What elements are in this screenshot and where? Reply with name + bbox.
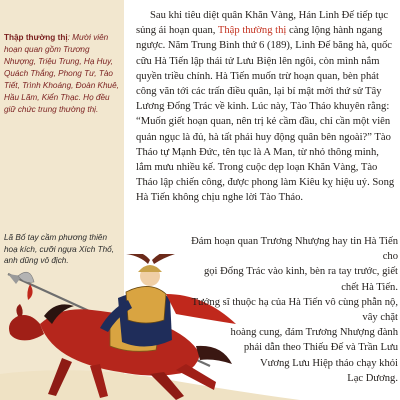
- body-text: [136, 8, 396, 206]
- paragraph-2-line: gọi Đổng Trác vào kinh, bèn ra tay trước, giết chết Hà Tiến.: [203, 266, 398, 293]
- gloss-definition: Mười viên hoạn quan gồm Trương Nhượng, Triệu Trung, Hạ Huy, Quách Thắng, Phong Tư, Tào Tiết, Trình Khoáng, Đoàn Khuê, Hầu Lãm, Kiển Thạc. Họ đều giữ chức trung thường thị.: [4, 33, 119, 114]
- paragraph-2-line: hoàng cung, đám Trương Nhượng đành: [230, 327, 398, 339]
- paragraph-1-part-b: càng lộng hành ngang ngược. Năm Trung Bình thứ 6 (189), Linh Đế băng hà, quốc cữu Hà Tiến lập thái tử Lưu Biện lên ngôi, còn mình nắm quyền triều chính. Hà Tiến muốn trừ hoạn quan, bèn phát công văn tới các trấn điều quân, lại bí mật mời thứ sử Tây Lương Đổng Trác về kinh. Lúc này, Tào Tháo khuyên rằng: “Muốn giết hoạn quan, nên trị kẻ cầm đầu, chỉ cần một viên quản ngục là đủ, hà tất phải huy động quân bên ngoài?” Tào Tháo tự Mạnh Đức, tên tục là A Man, từ nhỏ thông minh, lắm mưu nhiều kế. Trong cuộc dẹp loạn Khăn Vàng, Tào Tháo lập chiến công, được phong làm Kiêu kỵ hiệu uý. Song Hà Tiến không chịu nghe lời Tào Tháo.: [136, 25, 395, 204]
- paragraph-2-line: Tướng sĩ thuộc hạ của Hà Tiến vô cùng phẫn nộ, vây chặt: [191, 296, 398, 324]
- illustration-caption: Lã Bố tay cầm phương thiên hoạ kích, cưỡi ngựa Xích Thố, anh dũng vô địch.: [4, 233, 114, 265]
- paragraph-1: [136, 8, 396, 206]
- highlight-term: Thập thường thị: [217, 25, 287, 37]
- paragraph-2-line: Vương Lưu Hiệp tháo chạy khỏi: [259, 357, 398, 369]
- gloss-term: Thập thường thị: [4, 33, 68, 42]
- paragraph-1-part-a: Sau khi tiêu diệt quân Khăn Vàng, Hán Linh Đế tiếp tục sủng ái hoạn quan,: [136, 10, 389, 37]
- paragraph-2-line: Lạc Dương.: [347, 372, 398, 384]
- paragraph-2: [190, 234, 398, 386]
- gloss-box: [4, 32, 119, 116]
- paragraph-2-line: Đám hoạn quan Trương Nhượng hay tin Hà Tiến cho: [191, 236, 398, 263]
- gloss-colon: :: [67, 33, 70, 42]
- paragraph-2-line: phải dẫn theo Thiếu Đế và Trần Lưu: [243, 342, 398, 354]
